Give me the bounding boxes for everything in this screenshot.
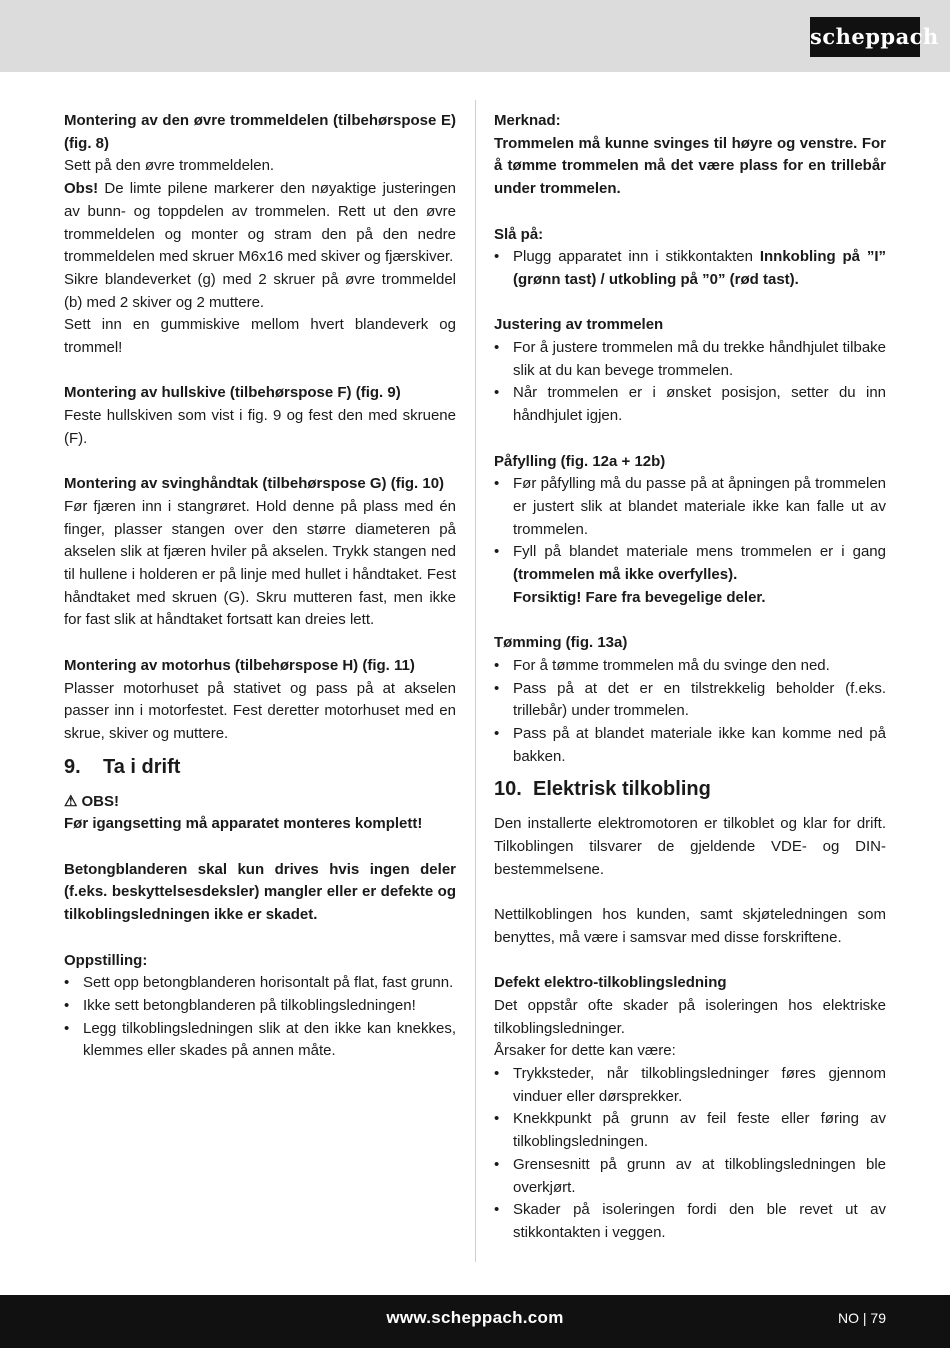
brand-logo: scheppach — [810, 17, 920, 57]
list-item: • Skader på isoleringen fordi den ble revet ut av stikkontakten i veggen. — [494, 1199, 886, 1244]
list-item: • For å justere trommelen må du trekke håndhjulet tilbake slik at du kan bevege trommelen. — [494, 337, 886, 382]
obs-text: De limte pilene markerer den nøyaktige justeringen av bunn- og toppdelen av trommelen. Rett ut den øvre trommeldelen og monter og stram den på den nedre trommeldelen med skruer M6x16 med skiver og fjærskiver. — [64, 180, 456, 266]
section-title: Montering av hullskive (tilbehørspose F) (fig. 9) — [64, 384, 401, 402]
power-on-list — [494, 246, 886, 291]
obs-label: Obs! — [64, 180, 99, 198]
list-item: • Pass på at det er en tilstrekkelig beholder (f.eks. trillebår) under trommelen. — [494, 678, 886, 723]
paragraph: Sett på den øvre trommeldelen. — [64, 157, 275, 175]
chapter-title: Ta i drift — [103, 755, 181, 778]
list-text: Fyll på blandet materiale mens trommelen er i gang — [513, 543, 886, 561]
paragraph: Den installerte elektromotoren er tilkoblet og klar for drift. Tilkoblingen tilsvarer de gjeldende VDE- og DIN-bestemmelsene. — [494, 815, 886, 878]
section-title: Montering av svinghåndtak (tilbehørspose G) (fig. 10) — [64, 475, 445, 493]
list-item: • Knekkpunkt på grunn av feil feste eller føring av tilkoblingsledningen. — [494, 1108, 886, 1153]
section-title: Defekt elektro-tilkoblingsledning — [494, 974, 727, 992]
page-header — [0, 0, 950, 72]
paragraph: Sikre blandeverket (g) med 2 skruer på øvre trommeldel (b) med 2 skiver og 2 muttere. — [64, 270, 456, 311]
paragraph: Sett inn en gummiskive mellom hvert blandeverk og trommel! — [64, 316, 456, 357]
paragraph — [64, 178, 456, 269]
chapter-heading-9 — [64, 746, 456, 791]
adjust-list — [494, 337, 886, 428]
page-footer — [0, 1295, 950, 1348]
list-item: • Når trommelen er i ønsket posisjon, setter du inn håndhjulet igjen. — [494, 382, 886, 427]
list-item: • Sett opp betongblanderen horisontalt på flat, fast grunn. — [64, 972, 456, 995]
left-column — [64, 110, 456, 1063]
paragraph: Det oppstår ofte skader på isoleringen hos elektriske tilkoblingsledninger. — [494, 996, 886, 1037]
list-item: • Legg tilkoblingsledningen slik at den ikke kan knekkes, klemmes eller skades på annen måte. — [64, 1018, 456, 1063]
list-item: • Trykksteder, når tilkoblingsledninger føres gjennom vinduer eller dørsprekker. — [494, 1063, 886, 1108]
warning-text: Før igangsetting må apparatet monteres komplett! — [64, 815, 423, 833]
list-item — [494, 541, 886, 609]
right-column — [494, 110, 886, 1245]
list-text: Plugg apparatet inn i stikkontakten — [513, 248, 760, 266]
fill-list — [494, 473, 886, 609]
paragraph: Nettilkoblingen hos kunden, samt skjøteledningen som benyttes, må være i samsvar med disse forskriftene. — [494, 906, 886, 946]
warning-header — [64, 791, 456, 814]
chapter-number: 10. — [494, 778, 522, 801]
section-title: Oppstilling: — [64, 951, 148, 969]
paragraph: Plasser motorhuset på stativet og pass på at akselen passer inn i motorfestet. Fest deretter motorhuset med en skrue, skiver og muttere. — [64, 679, 456, 742]
section-title: Montering av den øvre trommeldelen (tilbehørspose E) (fig. 8) — [64, 112, 456, 152]
column-divider — [475, 100, 476, 1262]
chapter-heading-10 — [494, 768, 886, 813]
paragraph: Årsaker for dette kan være: — [494, 1042, 676, 1060]
note-text: Trommelen må kunne svinges til høyre og venstre. For å tømme trommelen må det være plass for en trillebår under trommelen. — [494, 134, 886, 198]
warning-paragraph: Betongblanderen skal kun drives hvis ingen deler (f.eks. beskyttelsesdeksler) mangler eller er defekte og tilkoblingsledningen ikke er skadet. — [64, 860, 456, 924]
website-url: www.scheppach.com — [386, 1308, 564, 1327]
page-number: NO | 79 — [838, 1310, 886, 1326]
empty-list — [494, 655, 886, 769]
chapter-number: 9. — [64, 755, 81, 778]
list-item: • Pass på at blandet materiale ikke kan komme ned på bakken. — [494, 723, 886, 768]
list-item — [494, 246, 886, 291]
list-item: • Ikke sett betongblanderen på tilkoblingsledningen! — [64, 995, 456, 1018]
section-title: Justering av trommelen — [494, 316, 664, 334]
setup-list — [64, 972, 456, 1063]
chapter-title: Elektrisk tilkobling — [533, 778, 711, 801]
warning-label: OBS! — [81, 792, 119, 810]
section-title: Merknad: — [494, 112, 561, 129]
paragraph: Før fjæren inn i stangrøret. Hold denne på plass med én finger, plasser stangen over den større diameteren på akselen slik at fjæren hviler på akselen. Trykk stangen ned til hullene i holderen er på linje med hullet i håndtaket. Fest håndtaket med skruen (G). Skru mutteren fast, men ikke for fast slik at håndtaket fortsatt kan dreies lett. — [64, 497, 456, 629]
defect-list — [494, 1063, 886, 1245]
section-title: Tømming (fig. 13a) — [494, 634, 628, 652]
section-title: Slå på: — [494, 225, 544, 243]
list-item: • Grensesnitt på grunn av at tilkoblingsledningen ble overkjørt. — [494, 1154, 886, 1199]
paragraph: Feste hullskiven som vist i fig. 9 og fest den med skruene (F). — [64, 407, 456, 447]
warning-icon: ⚠ — [64, 792, 78, 810]
list-text-bold: Innkobling på ”I” (grønn tast) / utkobling på ”0” (rød tast). — [513, 248, 887, 288]
list-text-bold: (trommelen må ikke overfylles). — [513, 566, 738, 584]
section-title: Montering av motorhus (tilbehørspose H) (fig. 11) — [64, 656, 415, 674]
list-item: • For å tømme trommelen må du svinge den ned. — [494, 655, 886, 678]
section-title: Påfylling (fig. 12a + 12b) — [494, 452, 666, 470]
list-item: • Før påfylling må du passe på at åpningen på trommelen er justert slik at blandet materiale ikke kan falle ut av trommelen. — [494, 473, 886, 541]
caution-text: Forsiktig! Fare fra bevegelige deler. — [513, 588, 766, 606]
